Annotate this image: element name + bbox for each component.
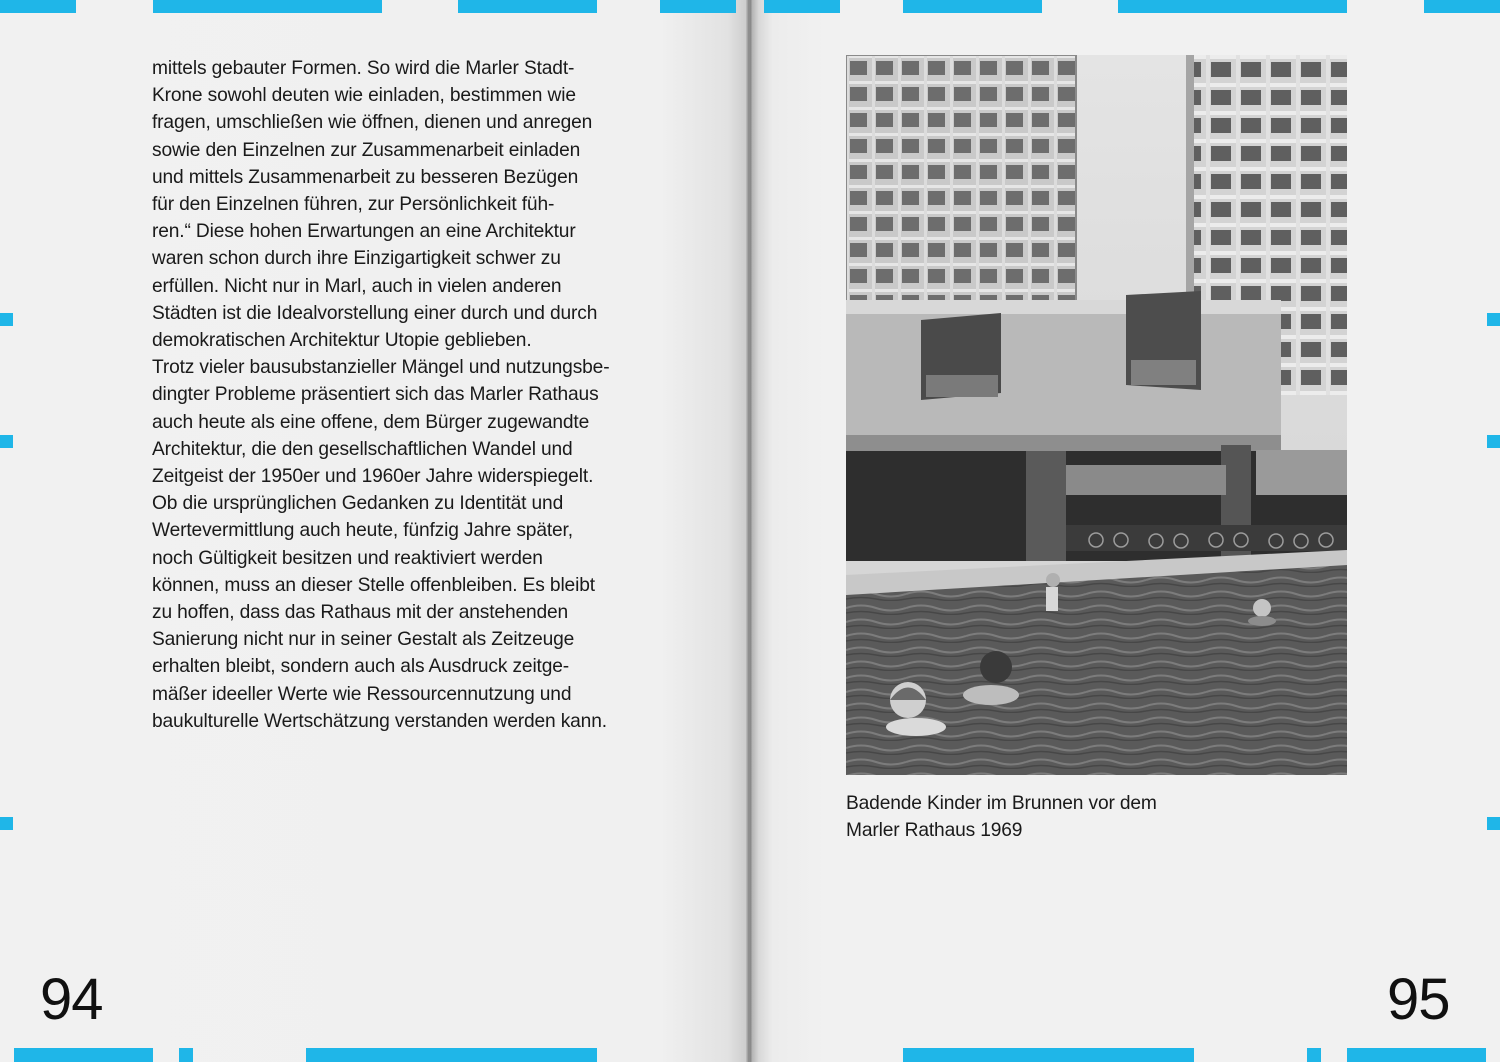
- crop-mark: [1487, 435, 1500, 448]
- crop-mark: [1487, 313, 1500, 326]
- photo-caption: Badende Kinder im Brunnen vor dem Marler Rathaus 1969: [846, 793, 1157, 842]
- crop-mark: [0, 435, 13, 448]
- crop-mark: [1307, 1048, 1321, 1062]
- photo-illustration: [846, 55, 1347, 775]
- crop-mark: [153, 0, 382, 13]
- crop-mark: [0, 0, 76, 13]
- crop-mark: [1118, 0, 1347, 13]
- crop-mark: [764, 0, 840, 13]
- crop-mark: [1487, 817, 1500, 830]
- crop-mark: [0, 817, 13, 830]
- crop-mark: [903, 1048, 1194, 1062]
- page-number-left: 94: [40, 967, 103, 1032]
- crop-mark: [0, 313, 13, 326]
- crop-mark: [903, 0, 1042, 13]
- body-text: mittels gebauter Formen. So wird die Marler Stadt- Krone sowohl deuten wie einladen, bestimmen wie fragen, umschließen wie öffnen, dienen und anregen sowie den Einzelnen zur Zusammenarbeit einladen und mittels Zusammenarbeit zu besseren Bezügen für den Einzelnen führen, zur Persönlichkeit füh- ren.“ Diese hohen Erwartungen an eine Architektur waren schon durch ihre Einzigartigkeit schwer zu erfüllen. Nicht nur in Marl, auch in vielen anderen Städten ist die Idealvorstellung einer durch und durch demokratischen Architektur Utopie geblieben. Trotz vieler bausubstanzieller Mängel und nutzungsbe- dingter Probleme präsentiert sich das Marler Rathaus auch heute als eine offene, dem Bürger zugewandte Architektur, die den gesellschaftlichen Wandel und Zeitgeist der 1950er und 1960er Jahre widerspiegelt. Ob die ursprünglichen Gedanken zu Identität und Wertevermittlung auch heute, fünfzig Jahre später, noch Gültigkeit besitzen und reaktiviert werden können, muss an dieser Stelle offenbleiben. Es bleibt zu hoffen, dass das Rathaus mit der anstehenden Sanierung nicht nur in seiner Gestalt als Zeitzeuge erhalten bleibt, sondern auch als Ausdruck zeitge- mäßer ideeller Werte wie Ressourcennutzung und baukulturelle Wertschätzung verstanden werden kann.: [152, 58, 610, 732]
- crop-mark: [179, 1048, 193, 1062]
- book-gutter: [746, 0, 752, 1062]
- crop-mark: [1424, 0, 1500, 13]
- photo-children-bathing-fountain: [846, 55, 1347, 775]
- crop-mark: [660, 0, 736, 13]
- crop-mark: [306, 1048, 597, 1062]
- page-number-right: 95: [1387, 967, 1450, 1032]
- crop-mark: [458, 0, 597, 13]
- crop-mark: [1347, 1048, 1486, 1062]
- crop-mark: [14, 1048, 153, 1062]
